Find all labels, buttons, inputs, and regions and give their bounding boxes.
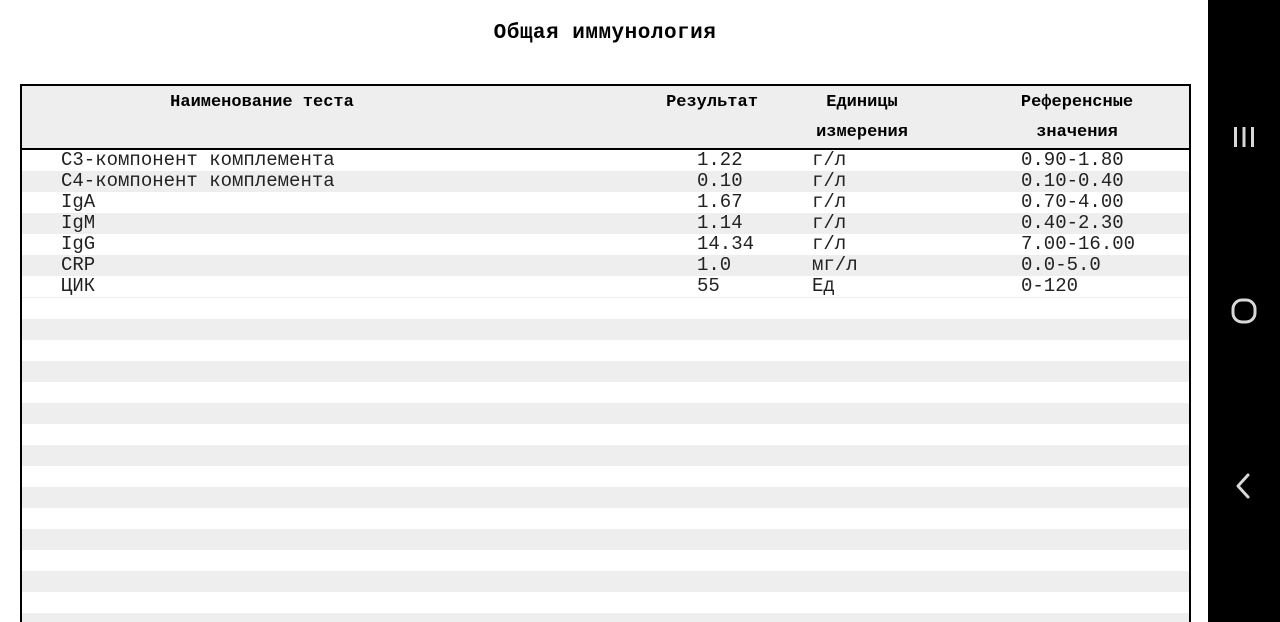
table-body: [22, 150, 1189, 297]
reference-cell: 0.10-0.40: [1021, 170, 1124, 192]
reference-cell: 0.0-5.0: [1021, 254, 1101, 276]
reference-cell: 0.70-4.00: [1021, 191, 1124, 213]
units-cell: г/л: [812, 149, 847, 171]
table-row: [22, 234, 1189, 255]
home-button[interactable]: [1224, 291, 1264, 331]
reference-cell: 7.00-16.00: [1021, 233, 1136, 255]
result-cell: 14.34: [697, 233, 755, 255]
reference-cell: 0.90-1.80: [1021, 149, 1124, 171]
home-icon: [1229, 296, 1259, 326]
test-name-cell: С3-компонент комплемента: [61, 149, 335, 171]
table-row: [22, 171, 1189, 192]
header-units-line1: Единицы: [826, 93, 898, 112]
result-cell: 1.0: [697, 254, 732, 276]
test-name-cell: IgA: [61, 191, 96, 213]
table-row: [22, 192, 1189, 213]
result-cell: 1.67: [697, 191, 743, 213]
reference-cell: 0-120: [1021, 275, 1079, 297]
header-result: Результат: [666, 93, 758, 112]
test-name-cell: CRP: [61, 254, 96, 276]
reference-cell: 0.40-2.30: [1021, 212, 1124, 234]
units-cell: г/л: [812, 170, 847, 192]
table-row: [22, 150, 1189, 171]
header-units-line2: измерения: [816, 123, 908, 142]
header-test-name: Наименование теста: [170, 93, 354, 112]
test-name-cell: IgG: [61, 233, 96, 255]
units-cell: г/л: [812, 212, 847, 234]
header-reference-line2: значения: [1036, 123, 1118, 142]
test-name-cell: С4-компонент комплемента: [61, 170, 335, 192]
back-icon: [1230, 472, 1258, 500]
table-row: [22, 255, 1189, 276]
header-reference-line1: Референсные: [1020, 93, 1134, 112]
recent-apps-button[interactable]: [1224, 117, 1264, 157]
test-name-cell: IgM: [61, 212, 96, 234]
result-cell: 55: [697, 275, 720, 297]
units-cell: мг/л: [812, 254, 858, 276]
document-title: Общая иммунология: [493, 22, 717, 45]
header-reference: [982, 88, 1172, 148]
test-name-cell: ЦИК: [61, 275, 96, 297]
header-units: [787, 88, 937, 148]
recent-apps-icon: [1230, 123, 1258, 151]
table-header: [22, 86, 1189, 150]
table-row: [22, 276, 1189, 297]
units-cell: г/л: [812, 191, 847, 213]
units-cell: г/л: [812, 233, 847, 255]
units-cell: Ед: [812, 275, 835, 297]
result-cell: 0.10: [697, 170, 743, 192]
results-table: [20, 84, 1191, 622]
system-navigation-bar: [1208, 0, 1280, 622]
table-row: [22, 213, 1189, 234]
back-button[interactable]: [1224, 466, 1264, 506]
result-cell: 1.14: [697, 212, 743, 234]
result-cell: 1.22: [697, 149, 743, 171]
